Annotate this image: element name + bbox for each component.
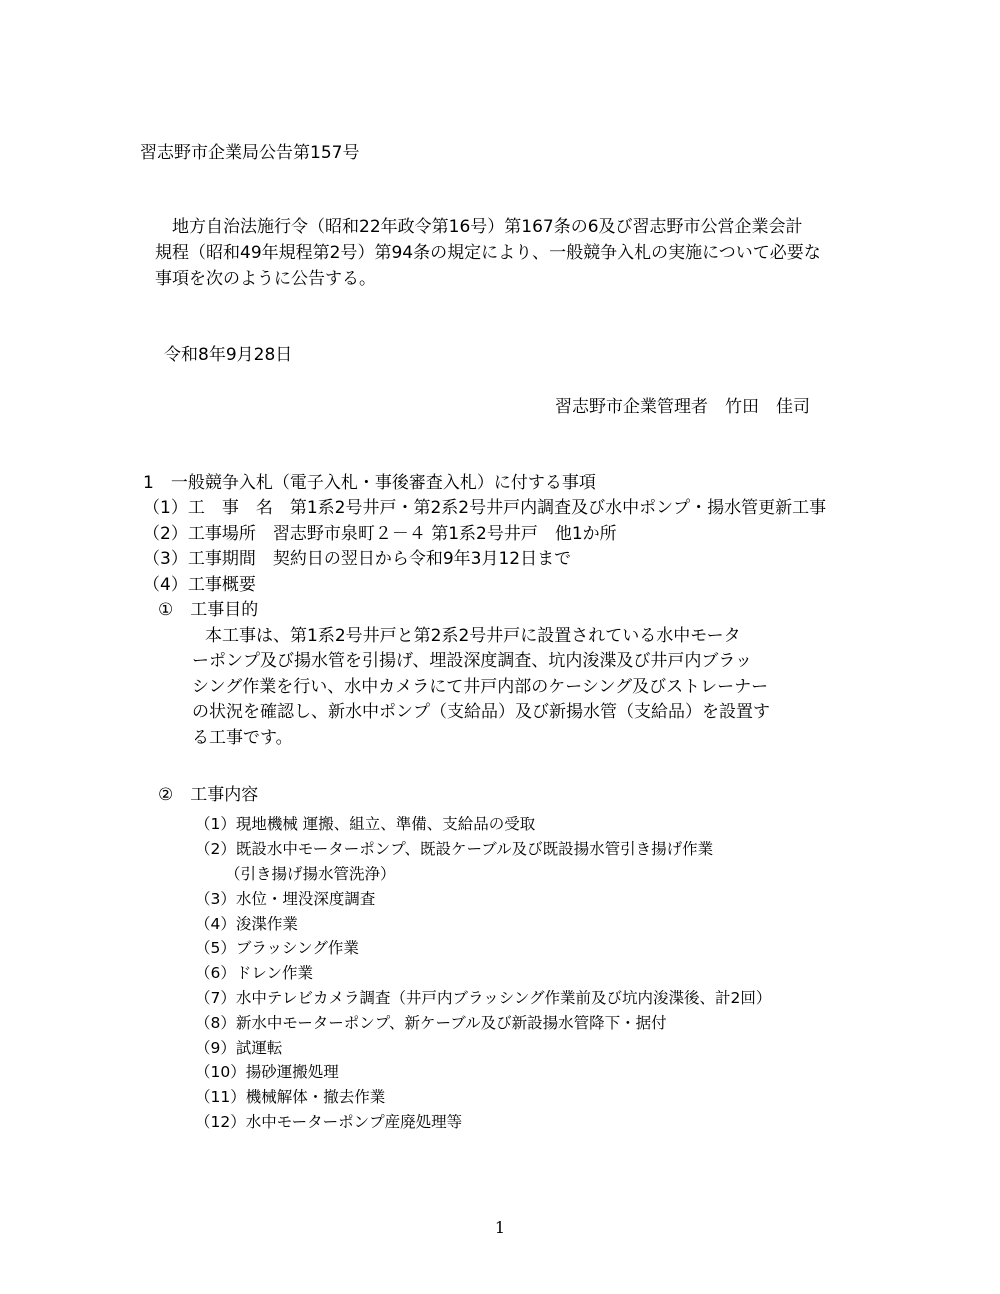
content-line-10: （9）試運転	[195, 1039, 283, 1057]
preamble-line-2: 規程（昭和49年規程第2号）第94条の規定により、一般競争入札の実施について必要な	[155, 243, 821, 263]
section-1-item-3: （3）工事期間 契約日の翌日から令和9年3月12日まで	[143, 549, 572, 569]
purpose-line-1: 本工事は、第1系2号井戸と第2系2号井戸に設置されている水中モータ	[205, 626, 741, 646]
section-1-item-1: （1）工 事 名 第1系2号井戸・第2系2号井戸内調査及び水中ポンプ・揚水管更新工事	[143, 498, 827, 518]
purpose-line-4: の状況を確認し、新水中ポンプ（支給品）及び新揚水管（支給品）を設置す	[192, 702, 770, 722]
content-line-8: （7）水中テレビカメラ調査（井戸内ブラッシング作業前及び坑内浚渫後、計2回）	[195, 989, 772, 1007]
purpose-line-2: ーポンプ及び揚水管を引揚げ、埋設深度調査、坑内浚渫及び井戸内ブラッ	[192, 651, 752, 671]
purpose-line-5: る工事です。	[192, 728, 293, 748]
signatory: 習志野市企業管理者 竹田 佳司	[555, 397, 810, 417]
content-line-11: （10）揚砂運搬処理	[195, 1063, 339, 1081]
content-line-13: （12）水中モーターポンプ産廃処理等	[195, 1113, 463, 1131]
section-1-item-4: （4）工事概要	[143, 575, 256, 595]
content-line-1: （1）現地機械 運搬、組立、準備、支給品の受取	[195, 815, 536, 833]
content-line-7: （6）ドレン作業	[195, 964, 313, 982]
notice-date: 令和8年9月28日	[164, 345, 293, 365]
section-1-heading: 1 一般競争入札（電子入札・事後審査入札）に付する事項	[143, 473, 596, 493]
page-number: 1	[494, 1218, 506, 1237]
purpose-heading: ① 工事目的	[158, 600, 259, 620]
notice-number: 習志野市企業局公告第157号	[140, 143, 360, 163]
content-heading: ② 工事内容	[158, 785, 259, 805]
preamble-line-1: 地方自治法施行令（昭和22年政令第16号）第167条の6及び習志野市公営企業会計	[172, 217, 803, 237]
content-line-9: （8）新水中モーターポンプ、新ケーブル及び新設揚水管降下・据付	[195, 1014, 667, 1032]
purpose-line-3: シング作業を行い、水中カメラにて井戸内部のケーシング及びストレーナー	[192, 677, 769, 697]
content-line-4: （3）水位・埋没深度調査	[195, 890, 376, 908]
content-line-3: （引き揚げ揚水管洗浄）	[225, 865, 396, 883]
content-line-12: （11）機械解体・撤去作業	[195, 1088, 386, 1106]
content-line-2: （2）既設水中モーターポンプ、既設ケーブル及び既設揚水管引き揚げ作業	[195, 840, 714, 858]
section-1-item-2: （2）工事場所 習志野市泉町２－４ 第1系2号井戸 他1か所	[143, 524, 617, 544]
preamble-line-3: 事項を次のように公告する。	[155, 269, 376, 289]
content-line-5: （4）浚渫作業	[195, 915, 298, 933]
content-line-6: （5）ブラッシング作業	[195, 939, 359, 957]
